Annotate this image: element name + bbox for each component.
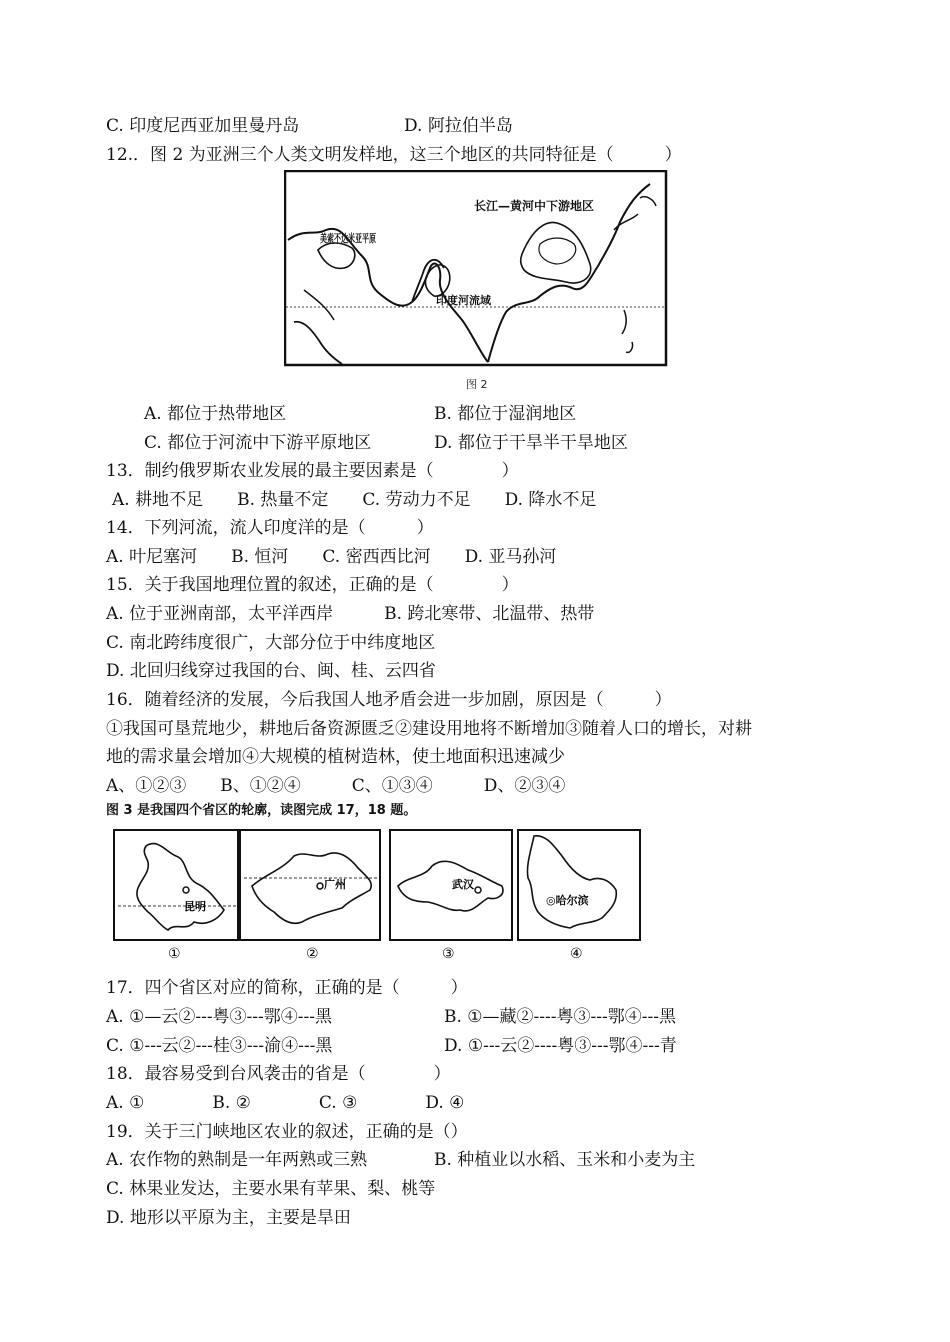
q19-option-a: A. 农作物的熟制是一年两熟或三熟 (106, 1150, 368, 1170)
q14-stem: 14．下列河流，流人印度洋的是（ ） (106, 518, 434, 538)
num-4: ④ (570, 946, 583, 962)
num-1: ① (168, 946, 181, 962)
label-yellow-river: 长江—黄河中下游地区 (474, 199, 595, 213)
q16-statement-line2: 地的需求量会增加④大规模的植树造林，使土地面积迅速减少 (106, 747, 565, 767)
q19-stem: 19．关于三门峡地区农业的叙述，正确的是（） (106, 1122, 468, 1142)
q13-stem: 13．制约俄罗斯农业发展的最主要因素是（ ） (106, 461, 519, 481)
q18-stem: 18．最容易受到台风袭击的省是（ ） (106, 1064, 451, 1084)
q12-option-b: B. 都位于湿润地区 (434, 404, 577, 424)
fig3-intro: 图 3 是我国四个省区的轮廓，读图完成 17，18 题。 (106, 803, 417, 818)
city-guangzhou: 广州 (324, 878, 346, 891)
q17-option-d: D. ①---云②----粤③---鄂④---青 (444, 1036, 677, 1056)
q17-option-c: C. ①---云②---桂③---渝④---黑 (106, 1036, 333, 1056)
q11-option-c: C. 印度尼西亚加里曼丹岛 (106, 116, 300, 136)
q11-option-d: D. 阿拉伯半岛 (404, 116, 513, 136)
q19-option-b: B. 种植业以水稻、玉米和小麦为主 (434, 1150, 696, 1170)
q16-stem: 16．随着经济的发展，今后我国人地矛盾会进一步加剧，原因是（ ） (106, 690, 672, 710)
q17-option-b: B. ①—藏②----粤③---鄂④---黑 (444, 1007, 676, 1027)
city-wuhan: 武汉 (452, 878, 474, 891)
q19-option-c: C. 林果业发达，主要水果有苹果、梨、桃等 (106, 1179, 436, 1199)
q15-options-ab: A. 位于亚洲南部，太平洋西岸 B. 跨北寒带、北温带、热带 (106, 604, 595, 624)
q16-options: A、①②③ B、①②④ C、①③④ D、②③④ (106, 776, 566, 796)
q18-options: A. ① B. ② C. ③ D. ④ (106, 1093, 465, 1113)
province-outlines-figure (106, 826, 646, 966)
label-indus: 印度河流域 (436, 294, 491, 307)
q13-options: A. 耕地不足 B. 热量不定 C. 劳动力不足 D. 降水不足 (112, 490, 597, 510)
q12-option-d: D. 都位于干旱半干旱地区 (434, 433, 628, 453)
num-3: ③ (442, 946, 455, 962)
num-2: ② (306, 946, 319, 962)
asia-civilizations-map (284, 170, 668, 394)
q12-stem: 12.．图 2 为亚洲三个人类文明发样地，这三个地区的共同特征是（ ） (106, 145, 682, 165)
q14-options: A. 叶尼塞河 B. 恒河 C. 密西西比河 D. 亚马孙河 (106, 547, 557, 567)
q17-option-a: A. ①—云②---粤③---鄂④---黑 (106, 1007, 333, 1027)
city-kunming: 昆明 (184, 900, 206, 913)
label-mesopotamia: 美索不达米亚平原 (320, 232, 408, 245)
q16-statement-line1: ①我国可垦荒地少，耕地后备资源匮乏②建设用地将不断增加③随着人口的增长，对耕 (106, 719, 752, 739)
q15-option-c: C. 南北跨纬度很广，大部分位于中纬度地区 (106, 633, 436, 653)
q12-option-a: A. 都位于热带地区 (144, 404, 287, 424)
q15-stem: 15．关于我国地理位置的叙述，正确的是（ ） (106, 575, 519, 595)
q17-stem: 17．四个省区对应的简称，正确的是（ ） (106, 978, 468, 998)
q19-option-d: D. 地形以平原为主，主要是旱田 (106, 1208, 351, 1228)
q12-option-c: C. 都位于河流中下游平原地区 (144, 433, 372, 453)
q15-option-d: D. 北回归线穿过我国的台、闽、桂、云四省 (106, 661, 436, 681)
figure-2-caption: 图 2 (466, 378, 488, 391)
city-harbin: ◎哈尔滨 (546, 894, 589, 907)
